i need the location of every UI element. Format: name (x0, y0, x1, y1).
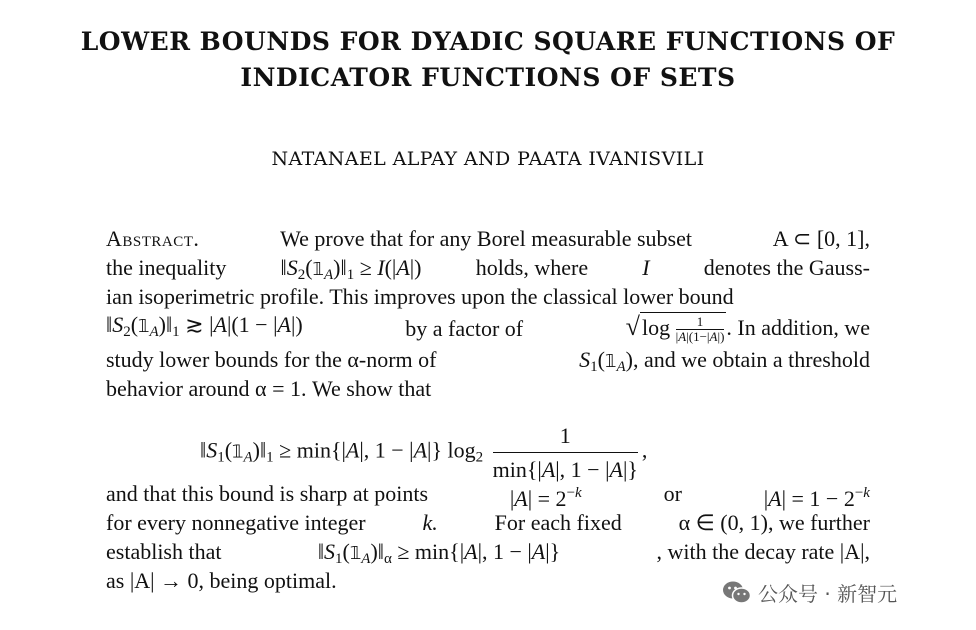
math-sqrt-factor: √log $\frac{1}{|A|(1-|A|)}$ . In addition, we (625, 311, 870, 345)
abstract-text: as |A| → 0, being optimal. (106, 568, 337, 593)
title-line-1: LOWER BOUNDS FOR DYADIC SQUARE FUNCTIONS OF (80, 27, 896, 56)
abstract-text: study lower bounds for the α-norm of (106, 347, 437, 372)
paper-authors: NATANAEL ALPAY AND PAATA IVANISVILI (271, 148, 705, 170)
abstract-text: k. (422, 510, 438, 535)
abstract-text: the inequality (106, 255, 227, 280)
abstract-line-1 (106, 224, 870, 253)
paper-title (0, 24, 976, 96)
math-s1: $S_1(𝟙_A)$, and we obtain a threshold (579, 347, 870, 375)
math-sharp-point-1: $|A| = 2^{-k}$ (509, 485, 582, 511)
abstract-line-4 (106, 311, 870, 345)
abstract-text: , with the decay rate |A|, (656, 539, 870, 564)
math-alpha-norm: $‖S_1(𝟙_A)‖_\alpha \ge \min\{|A|$, 1 − |A|} (317, 539, 561, 567)
abstract-text: establish that (106, 539, 222, 564)
abstract-text: and that this bound is sharp at points (106, 481, 429, 506)
abstract-line-8 (106, 508, 870, 537)
abstract-text: I (642, 255, 650, 280)
abstract-text: We prove that for any Borel measurable subset (280, 226, 692, 251)
abstract-text: behavior around α = 1. We show that (106, 376, 432, 401)
abstract-text: for every nonnegative integer (106, 510, 366, 535)
abstract-text: by a factor of (405, 315, 524, 341)
abstract-line-5 (106, 345, 870, 374)
math-inequality: $‖S_2(𝟙_A)‖_1 \ge I(|A|)$ (280, 255, 422, 283)
abstract-heading: Abstract. (106, 226, 200, 251)
abstract (106, 224, 870, 595)
abstract-text: or (663, 481, 682, 506)
watermark-text: 公众号 · 新智元 (758, 582, 898, 606)
wechat-icon (722, 580, 752, 606)
abstract-text: A ⊂ [0, 1], (772, 226, 870, 251)
math-classical-bound: $‖S_2(𝟙_A)‖_1$ ≳ |A|(1 − |A|) (106, 311, 303, 340)
abstract-line-2 (106, 253, 870, 282)
math-sharp-point-2: $|A| = 1 - 2^{-k}$ (763, 485, 870, 511)
abstract-line-9 (106, 537, 870, 566)
abstract-line-6 (106, 374, 870, 403)
abstract-line-3 (106, 282, 870, 311)
display-equation: $‖S_1(𝟙_A)‖_1 \ge \min\{|A|$, 1 − |A|} $\log_2$ $\frac{1}{\min\{|A|, 1 - |A|\}}$ , (200, 423, 648, 482)
title-line-2: INDICATOR FUNCTIONS OF SETS (240, 63, 736, 92)
abstract-text: denotes the Gauss- (703, 255, 870, 280)
abstract-text: For each fixed (494, 510, 622, 535)
abstract-text: holds, where (475, 255, 589, 280)
abstract-text: ian isoperimetric profile. This improves upon the classical lower bound (106, 284, 734, 309)
abstract-text: α ∈ (0, 1), we further (678, 510, 870, 535)
watermark (722, 578, 897, 607)
